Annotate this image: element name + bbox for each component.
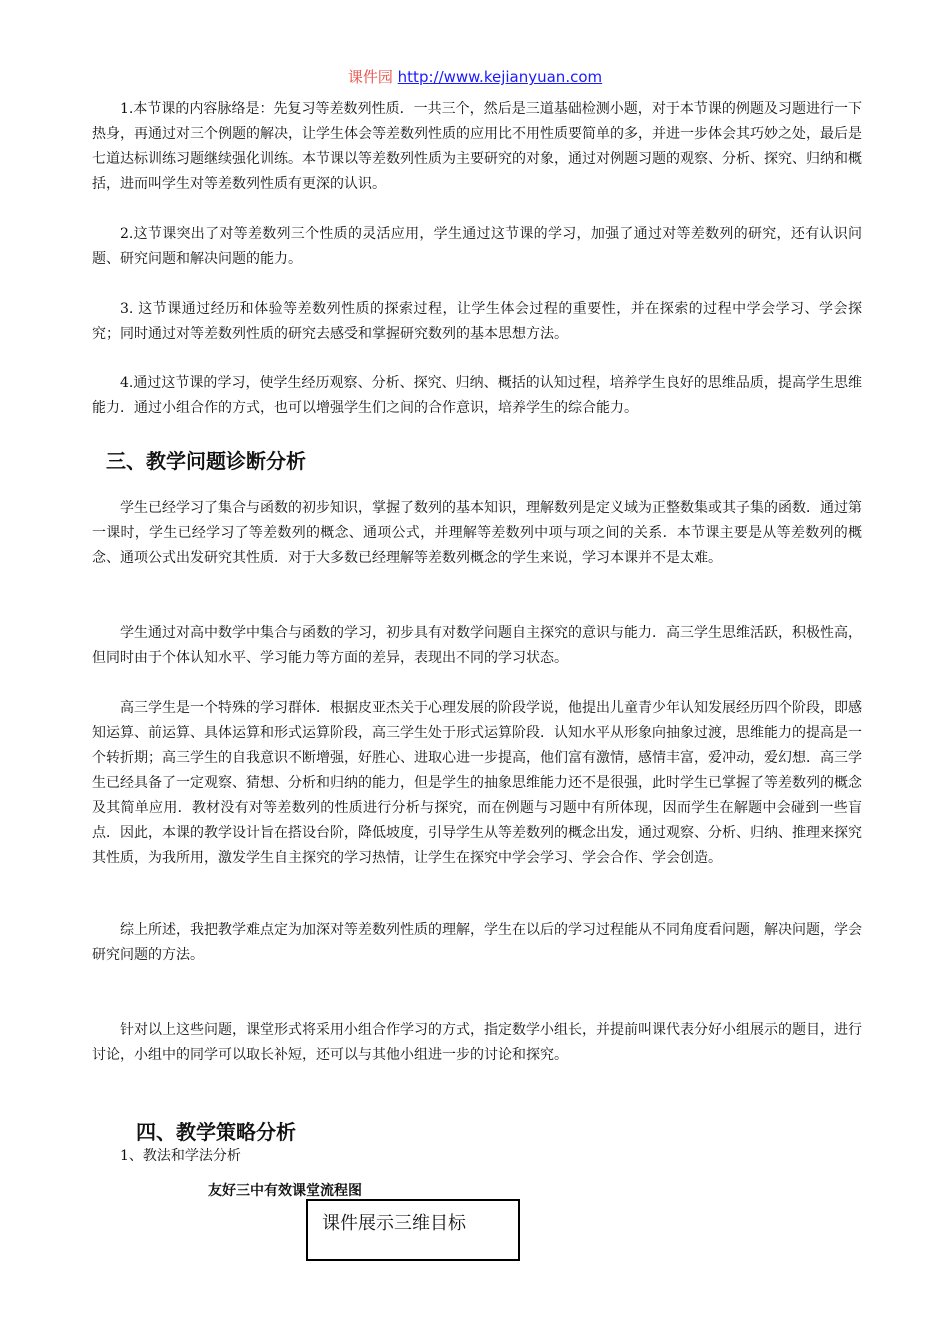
paragraph-summary-1: 1.本节课的内容脉络是：先复习等差数列性质．一共三个，然后是三道基础检测小题，对于本节课的例题及习题进行一下热身，再通过对三个例题的解决，让学生体会等差数列性质的应用比不用性质要简单的多，并进一步体会其巧妙之处，最后是七道达标训练习题继续强化训练。本节课以等差数列性质为主要研究的对象，通过对例题习题的观察、分析、探究、归纳和概括，进而叫学生对等差数列性质有更深的认识。 bbox=[92, 101, 862, 192]
section3-paragraph-4: 综上所述，我把教学难点定为加深对等差数列性质的理解，学生在以后的学习过程能从不同角度看问题，解决问题，学会研究问题的方法。 bbox=[92, 922, 862, 963]
flowchart-box-text: 课件展示三维目标 bbox=[322, 1213, 466, 1234]
site-name: 课件园 bbox=[347, 68, 393, 86]
section4-heading: 四、教学策略分析 bbox=[136, 1120, 296, 1144]
section3-heading: 三、教学问题诊断分析 bbox=[106, 449, 306, 473]
section3-paragraph-2: 学生通过对高中数学中集合与函数的学习，初步具有对数学问题自主探究的意识与能力．高三学生思维活跃，积极性高，但同时由于个体认知水平、学习能力等方面的差异，表现出不同的学习状态。 bbox=[92, 625, 862, 666]
section3-paragraph-5: 针对以上这些问题，课堂形式将采用小组合作学习的方式，指定数学小组长，并提前叫课代表分好小组展示的题目，进行讨论，小组中的同学可以取长补短，还可以与其他小组进一步的讨论和探究。 bbox=[92, 1022, 862, 1063]
flowchart-title: 友好三中有效课堂流程图 bbox=[208, 1183, 362, 1199]
paragraph-summary-3: 3. 这节课通过经历和体验等差数列性质的探索过程，让学生体会过程的重要性，并在探索的过程中学会学习、学会探究；同时通过对等差数列性质的研究去感受和掌握研究数列的基本思想方法。 bbox=[92, 301, 862, 342]
page-header bbox=[0, 66, 950, 87]
flowchart-box bbox=[306, 1199, 520, 1261]
paragraph-summary-2: 2.这节课突出了对等差数列三个性质的灵活应用，学生通过这节课的学习，加强了通过对等差数列的研究，还有认识问题、研究问题和解决问题的能力。 bbox=[92, 226, 862, 267]
section3-paragraph-1: 学生已经学习了集合与函数的初步知识，掌握了数列的基本知识，理解数列是定义域为正整数集或其子集的函数．通过第一课时，学生已经学习了等差数列的概念、通项公式，并理解等差数列中项与项之间的关系．本节课主要是从等差数列的概念、通项公式出发研究其性质．对于大多数已经理解等差数列概念的学生来说，学习本课并不是太难。 bbox=[92, 500, 862, 566]
paragraph-summary-4: 4.通过这节课的学习，使学生经历观察、分析、探究、归纳、概括的认知过程，培养学生良好的思维品质，提高学生思维能力．通过小组合作的方式，也可以增强学生们之间的合作意识，培养学生的综合能力。 bbox=[92, 375, 862, 416]
site-url-link[interactable]: http://www.kejianyuan.com bbox=[397, 68, 603, 86]
section3-paragraph-3: 高三学生是一个特殊的学习群体．根据皮亚杰关于心理发展的阶段学说，他提出儿童青少年认知发展经历四个阶段，即感知运算、前运算、具体运算和形式运算阶段，高三学生处于形式运算阶段．认知水平从形象向抽象过渡，思维能力的提高是一个转折期；高三学生的自我意识不断增强，好胜心、进取心进一步提高，他们富有激情，感情丰富，爱冲动，爱幻想．高三学生已经具备了一定观察、猜想、分析和归纳的能力，但是学生的抽象思维能力还不是很强，此时学生已掌握了等差数列的概念及其简单应用．教材没有对等差数列的性质进行分析与探究，而在例题与习题中有所体现，因而学生在解题中会碰到一些盲点．因此，本课的教学设计旨在搭设台阶，降低坡度，引导学生从等差数列的概念出发，通过观察、分析、归纳、推理来探究其性质，为我所用，激发学生自主探究的学习热情，让学生在探究中学会学习、学会合作、学会创造。 bbox=[92, 700, 862, 866]
section4-subtitle: 1、教法和学法分析 bbox=[120, 1148, 241, 1164]
